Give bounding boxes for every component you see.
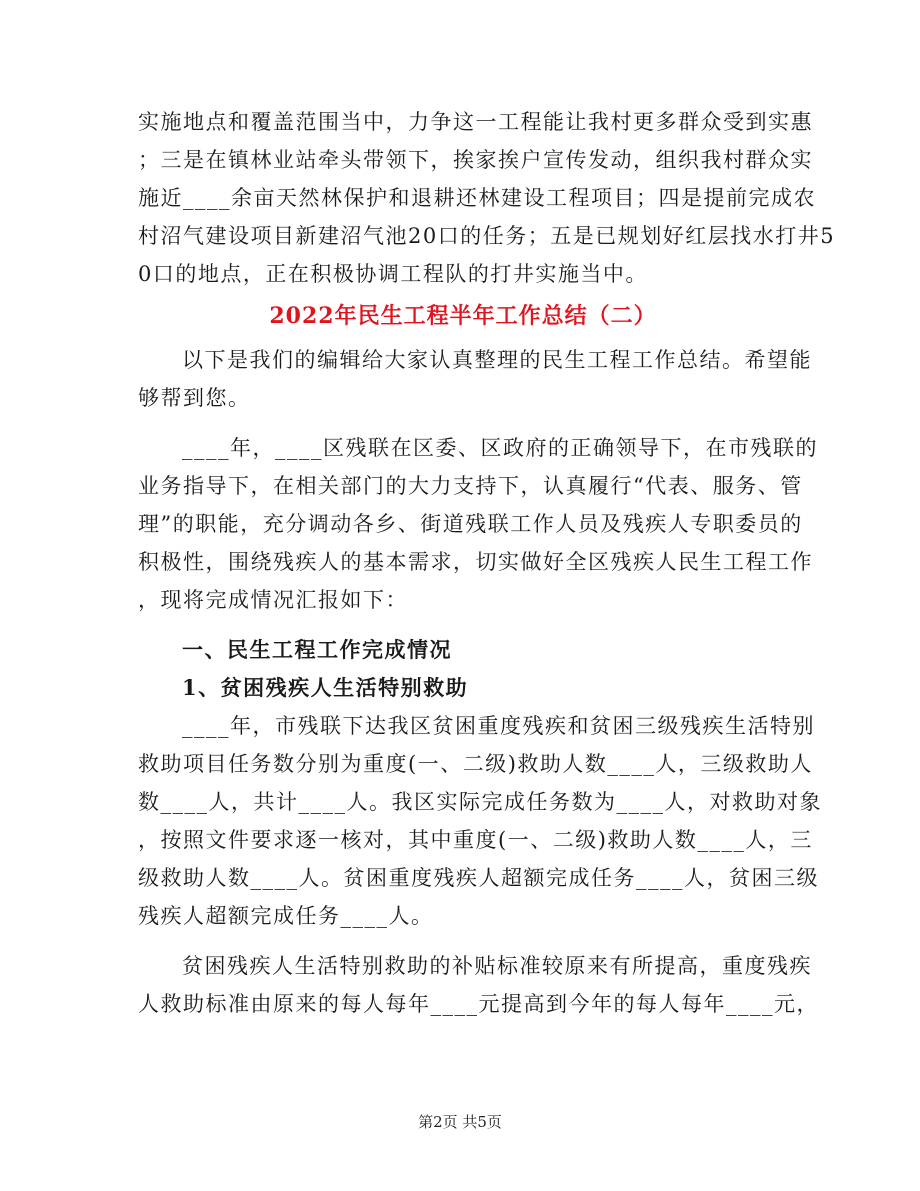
- paragraph-line: 积极性，围绕残疾人的基本需求，切实做好全区残疾人民生工程工作: [138, 550, 813, 574]
- intro-line: 以下是我们的编辑给大家认真整理的民生工程工作总结。希望能: [182, 348, 812, 372]
- heading-level-1: 一、民生工程工作完成情况: [182, 637, 452, 662]
- paragraph-line: 业务指导下，在相关部门的大力支持下，认真履行“代表、服务、管: [138, 474, 803, 498]
- paragraph-line: 贫困残疾人生活特别救助的补贴标准较原来有所提高，重度残疾: [182, 954, 812, 978]
- paragraph-line: 级救助人数____人。贫困重度残疾人超额完成任务____人，贫困三级: [138, 866, 819, 890]
- paragraph-line: 残疾人超额完成任务____人。: [138, 904, 434, 928]
- paragraph-line: ____年，市残联下达我区贫困重度残疾和贫困三级残疾生活特别: [182, 714, 815, 738]
- body-line: 施近____余亩天然林保护和退耕还林建设工程项目；四是提前完成农: [138, 186, 816, 210]
- paragraph-line: 数____人，共计____人。我区实际完成任务数为____人，对救助对象: [138, 790, 822, 814]
- intro-line: 够帮到您。: [138, 386, 251, 410]
- body-line: 实施地点和覆盖范围当中，力争这一工程能让我村更多群众受到实惠: [138, 110, 813, 134]
- page-number: 第2页 共5页: [418, 1113, 502, 1131]
- paragraph-line: ，按照文件要求逐一核对，其中重度(一、二级)救助人数____人，三: [138, 828, 813, 852]
- document-body: [138, 103, 836, 1023]
- section-title: 2022年民生工程半年工作总结（二）: [269, 303, 657, 329]
- paragraph-line: ，现将完成情况汇报如下：: [138, 588, 408, 612]
- paragraph-line: ____年，____区残联在区委、区政府的正确领导下，在市残联的: [182, 436, 818, 460]
- body-line: ；三是在镇林业站牵头带领下，挨家挨户宣传发动，组织我村群众实: [138, 148, 813, 172]
- paragraph-line: 理”的职能，充分调动各乡、街道残联工作人员及残疾人专职委员的: [138, 512, 803, 536]
- paragraph-line: 救助项目任务数分别为重度(一、二级)救助人数____人，三级救助人: [138, 752, 813, 776]
- body-line: 村沼气建设项目新建沼气池20口的任务；五是已规划好红层找水打井5: [138, 224, 836, 248]
- heading-level-2: 1、贫困残疾人生活特别救助: [182, 675, 469, 700]
- body-line: 0口的地点，正在积极协调工程队的打井实施当中。: [138, 262, 648, 286]
- paragraph-line: 人救助标准由原来的每人每年____元提高到今年的每人每年____元，: [138, 992, 819, 1016]
